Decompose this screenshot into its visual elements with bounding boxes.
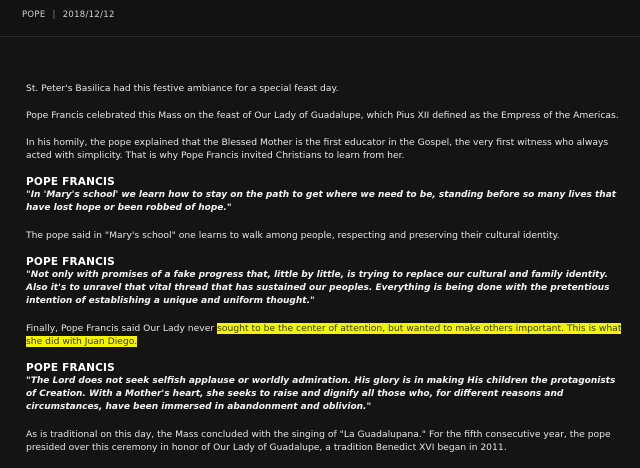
- paragraph-mass: Pope Francis celebrated this Mass on the feast of Our Lady of Guadalupe, which Pius XII defined as the Empress of the Americas.: [26, 110, 619, 121]
- post-meta: [22, 10, 115, 20]
- paragraph-juan-diego-text: Finally, Pope Francis said Our Lady never: [26, 323, 218, 334]
- article-body: [26, 82, 626, 468]
- quote-heading: POPE FRANCIS: [26, 362, 115, 374]
- quote-heading: POPE FRANCIS: [26, 256, 115, 268]
- quote-heading: POPE FRANCIS: [26, 176, 115, 188]
- highlighted-text-selection[interactable]: sought to be the center of attention, but wanted to make others important. This is what she did with Juan Diego.: [26, 323, 622, 347]
- post-date: 2018/12/12: [62, 10, 115, 20]
- paragraph-homily: In his homily, the pope explained that the Blessed Mother is the first educator in the Gospel, the very first witness who always acted with simplicity. That is why Pope Francis invited Christians to learn from her.: [26, 137, 609, 161]
- quote-fake-progress: "Not only with promises of a fake progress that, little by little, is trying to replace our cultural and family identity. Also it's to unravel that vital thread that has sustained our peoples. Everything is being done with the pretentious intention of establishing a unique and uniform thought.": [26, 270, 610, 306]
- quote-marys-school: "In 'Mary's school' we learn how to stay on the path to get where we need to be, standing before so many lives that have lost hope or been robbed of hope.": [26, 190, 617, 213]
- paragraph-cultural-identity: The pope said in "Mary's school" one learns to walk among people, respecting and preserving their cultural identity.: [26, 230, 560, 241]
- meta-separator: |: [52, 10, 56, 20]
- paragraph-guadalupana: As is traditional on this day, the Mass concluded with the singing of "La Guadalupana." For the fifth consecutive year, the pope presided over this ceremony in honor of Our Lady of Guadalupe, a tradition Benedict XVI began in 2011.: [26, 429, 611, 453]
- paragraph-juan-diego: [26, 322, 626, 348]
- article-header-bar: [0, 0, 640, 37]
- quote-selfish-applause: "The Lord does not seek selfish applause or worldly admiration. His glory is in making His children the protagonists of Creation. With a Mother's heart, she seeks to raise and dignify all those who, for different reasons and circumstances, have been immersed in abandonment and oblivion.": [26, 376, 616, 412]
- category-link[interactable]: POPE: [22, 10, 46, 20]
- paragraph-basilica: St. Peter's Basilica had this festive ambiance for a special feast day.: [26, 83, 339, 94]
